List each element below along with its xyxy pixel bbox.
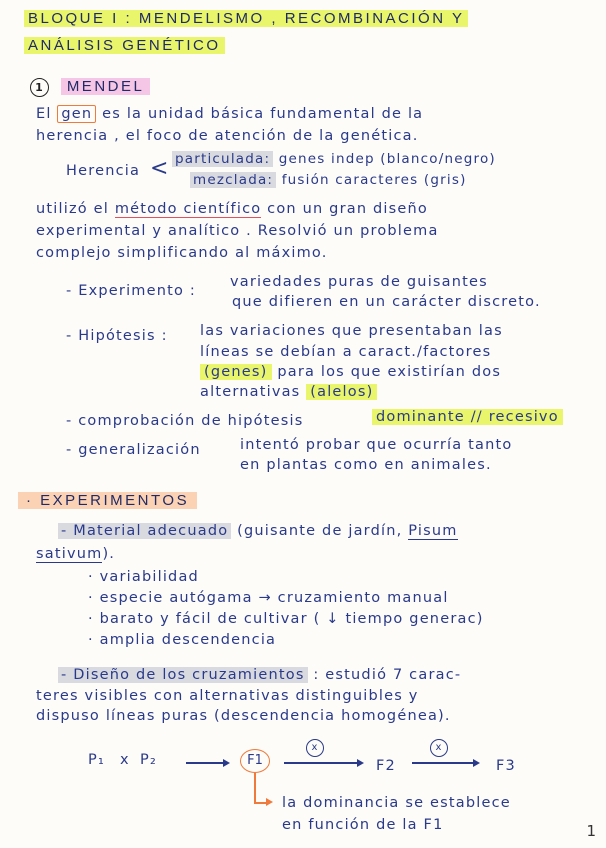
hipotesis-line1: las variaciones que presentaban las xyxy=(200,323,503,339)
diseno-line1: - Diseño de los cruzamientos : estudió 7 carac- xyxy=(58,667,461,683)
alelos-term: (alelos) xyxy=(306,384,377,400)
hipotesis-label: - Hipótesis : xyxy=(66,328,168,344)
gen-term: gen xyxy=(57,105,96,123)
comprobacion-value: dominante // recesivo xyxy=(372,409,563,425)
material-line2: sativum). xyxy=(36,546,116,562)
self-cross-2: x xyxy=(430,738,448,757)
bullet-item: · barato y fácil de cultivar ( ↓ tiempo generac) xyxy=(88,611,484,627)
cross-p1: P₁ xyxy=(88,752,105,768)
generalizacion-label: - generalización xyxy=(66,442,201,458)
herencia-mezclada: mezclada: fusión caracteres (gris) xyxy=(190,172,467,188)
species-term-1: Pisum xyxy=(408,523,458,539)
arrow-icon xyxy=(186,762,228,764)
herencia-label: Herencia xyxy=(66,163,141,179)
generalizacion-line2: en plantas como en animales. xyxy=(240,457,492,473)
page-number: 1 xyxy=(586,822,596,840)
section-number-badge: 1 xyxy=(30,78,49,97)
experimento-line2: que difieren en un carácter discreto. xyxy=(232,294,541,310)
experimento-label: - Experimento : xyxy=(66,283,196,299)
metodo-cientifico-term: método científico xyxy=(114,201,262,217)
arrow-icon xyxy=(412,762,478,764)
section-mendel-heading xyxy=(30,78,150,97)
method-line2: experimental y analítico . Resolvió un problema xyxy=(36,223,439,239)
diseno-line3: dispuso líneas puras (descendencia homogénea). xyxy=(36,708,451,724)
species-term-2: sativum xyxy=(36,546,103,562)
connector-arrow-icon xyxy=(266,798,273,806)
herencia-particulada: particulada: genes indep (blanco/negro) xyxy=(172,151,496,167)
genes-term: (genes) xyxy=(200,364,272,380)
method-line1: utilizó el método científico con un gran diseño xyxy=(36,201,428,217)
bracket-icon: < xyxy=(150,156,170,181)
intro-line1: El gen es la unidad básica fundamental de la xyxy=(36,106,424,122)
dominancia-note-line1: la dominancia se establece xyxy=(282,795,511,811)
diseno-line2: teres visibles con alternativas distinguibles y xyxy=(36,688,419,704)
bloque-title-line1: BLOQUE I : MENDELISMO , RECOMBINACIÓN Y xyxy=(24,10,468,27)
connector-line xyxy=(254,773,256,803)
comprobacion-label: - comprobación de hipótesis xyxy=(66,413,304,429)
method-line3: complejo simplificando al máximo. xyxy=(36,245,328,261)
cross-p2: P₂ xyxy=(140,752,157,768)
hipotesis-line4: alternativas (alelos) xyxy=(200,384,377,400)
bullet-item: · variabilidad xyxy=(88,569,199,585)
cross-x: x xyxy=(120,752,130,768)
self-cross-1: x xyxy=(306,738,324,757)
material-line1: - Material adecuado (guisante de jardín, Pisum xyxy=(58,523,458,539)
section-mendel-title: MENDEL xyxy=(61,78,151,95)
generalizacion-line1: intentó probar que ocurría tanto xyxy=(240,437,513,453)
cross-f3: F3 xyxy=(496,758,516,774)
cross-f1: F1 xyxy=(240,749,270,773)
experimentos-heading: · EXPERIMENTOS xyxy=(18,492,197,509)
arrow-icon xyxy=(284,762,362,764)
bullet-item: · amplia descendencia xyxy=(88,632,277,648)
hipotesis-line2: líneas se debían a caract./factores xyxy=(200,344,492,360)
cross-f2: F2 xyxy=(376,758,396,774)
hipotesis-line3: (genes) para los que existirían dos xyxy=(200,364,501,380)
dominancia-note-line2: en función de la F1 xyxy=(282,817,444,833)
intro-line2: herencia , el foco de atención de la genética. xyxy=(36,128,419,144)
experimento-line1: variedades puras de guisantes xyxy=(230,274,488,290)
bullet-item: · especie autógama → cruzamiento manual xyxy=(88,590,449,606)
bloque-title-line2: ANÁLISIS GENÉTICO xyxy=(24,37,225,54)
